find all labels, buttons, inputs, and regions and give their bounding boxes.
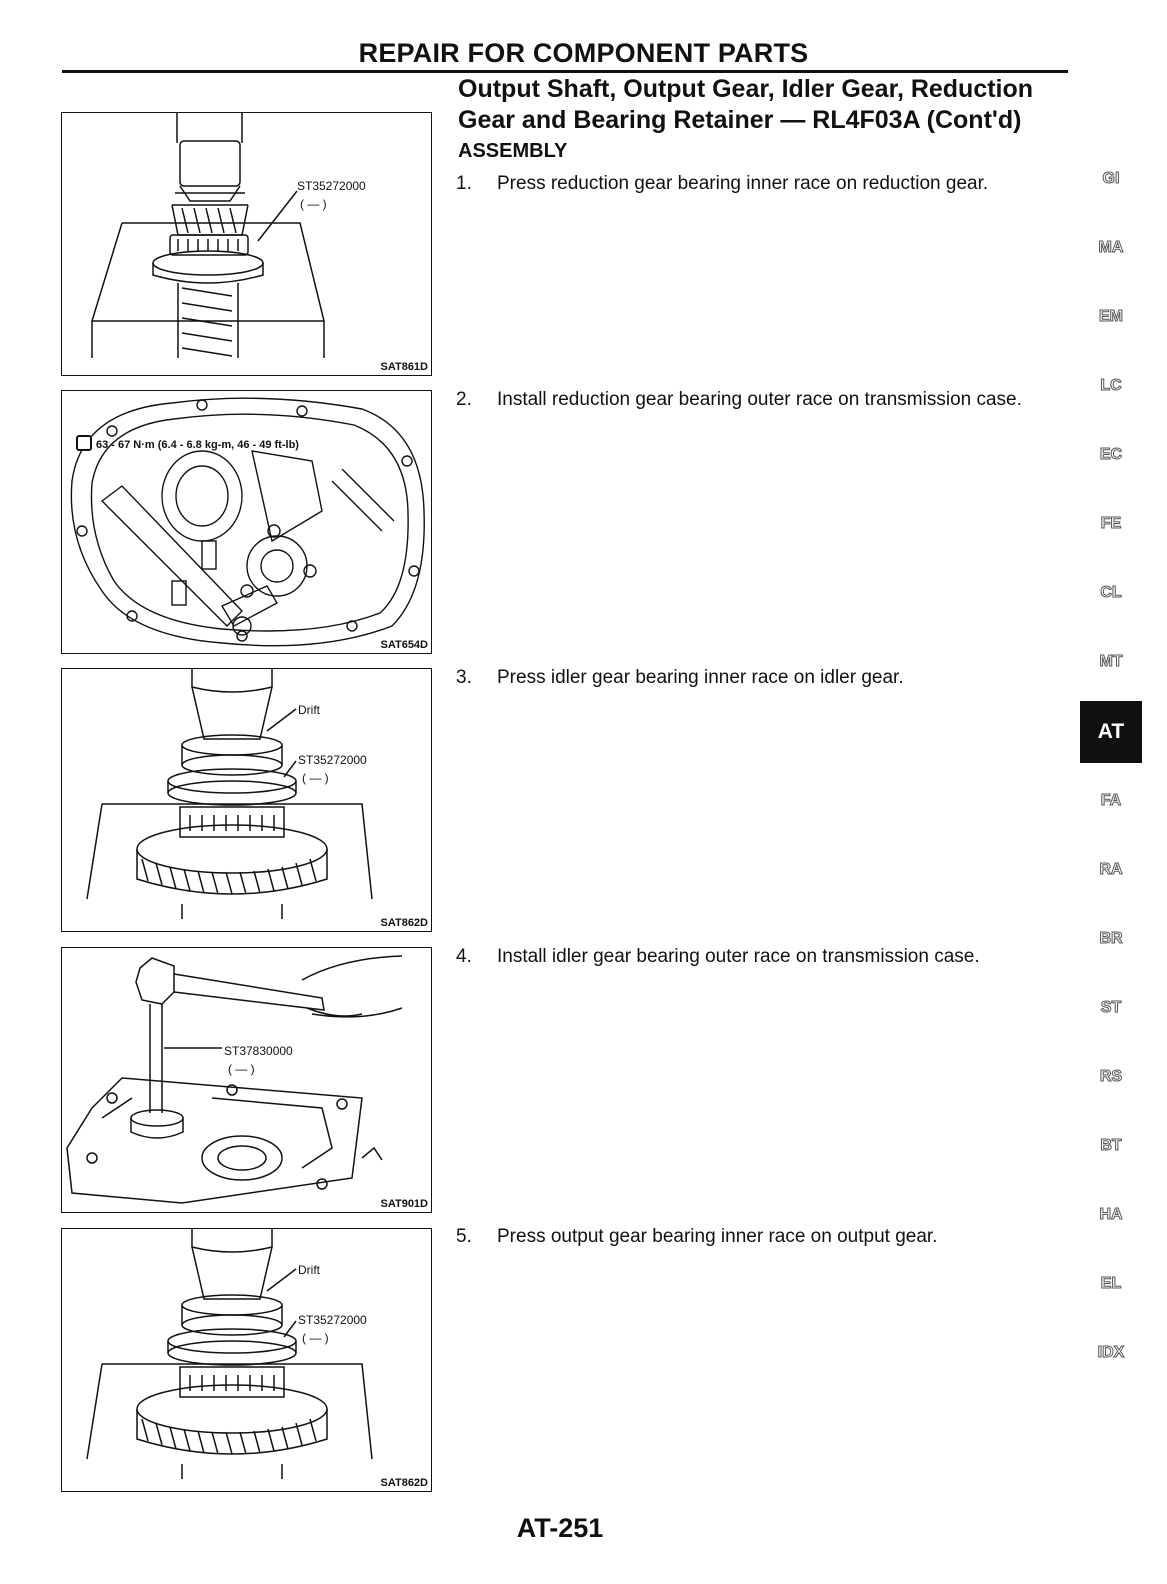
tab-el[interactable]: EL bbox=[1100, 1275, 1122, 1292]
tab-fe[interactable]: FE bbox=[1100, 515, 1122, 532]
tab-ra[interactable]: RA bbox=[1099, 861, 1123, 878]
tab-ha[interactable]: HA bbox=[1099, 1206, 1123, 1223]
step-text: Press idler gear bearing inner race on idler gear. bbox=[497, 667, 904, 688]
step-number: 5. bbox=[456, 1226, 472, 1247]
tab-br[interactable]: BR bbox=[1099, 930, 1123, 947]
step-text: Install reduction gear bearing outer race on transmission case. bbox=[497, 389, 1022, 410]
callout-tool-number: ST37830000 bbox=[224, 1044, 293, 1058]
install-outer-race-hammer-illustration bbox=[62, 948, 431, 1212]
tab-em[interactable]: EM bbox=[1099, 308, 1123, 325]
step-number: 2. bbox=[456, 389, 472, 410]
figure-code: SAT901D bbox=[380, 1198, 428, 1210]
figure-code: SAT861D bbox=[380, 361, 428, 373]
figure-sat654d bbox=[61, 390, 432, 654]
torque-value: 63 - 67 N·m (6.4 - 6.8 kg-m, 46 - 49 ft-lb) bbox=[96, 439, 299, 451]
callout-tool-number: ST35272000 bbox=[298, 753, 367, 767]
figure-sat862d-a bbox=[61, 668, 432, 932]
tab-rs[interactable]: RS bbox=[1099, 1068, 1123, 1085]
callout-tool-number: ST35272000 bbox=[297, 179, 366, 193]
figure-sat862d-b bbox=[61, 1228, 432, 1492]
tab-cl[interactable]: CL bbox=[1100, 584, 1122, 601]
step-number: 1. bbox=[456, 173, 472, 194]
section-title bbox=[458, 74, 1078, 136]
step-number: 4. bbox=[456, 946, 472, 967]
section-title-line-2: Gear and Bearing Retainer — RL4F03A (Cont'd) bbox=[458, 106, 1022, 134]
tab-gi[interactable]: GI bbox=[1102, 170, 1120, 187]
callout-drift: Drift bbox=[298, 1263, 320, 1277]
callout-tool-number: ST35272000 bbox=[298, 1313, 367, 1327]
figure-code: SAT862D bbox=[380, 917, 428, 929]
header-rule bbox=[62, 70, 1068, 73]
tab-fa[interactable]: FA bbox=[1100, 792, 1122, 809]
torque-wrench-icon bbox=[76, 435, 92, 451]
callout-drift: Drift bbox=[298, 703, 320, 717]
figure-sat901d bbox=[61, 947, 432, 1213]
tab-ma[interactable]: MA bbox=[1098, 239, 1124, 256]
tab-lc[interactable]: LC bbox=[1100, 377, 1122, 394]
callout-tool-alias: ( — ) bbox=[302, 771, 329, 785]
step-text: Press output gear bearing inner race on output gear. bbox=[497, 1226, 938, 1247]
tab-at[interactable]: AT bbox=[1080, 701, 1142, 763]
torque-specification bbox=[76, 435, 299, 451]
callout-tool-alias: ( — ) bbox=[228, 1062, 255, 1076]
callout-tool-alias: ( — ) bbox=[302, 1331, 329, 1345]
press-idler-gear-illustration bbox=[62, 669, 431, 931]
tab-mt[interactable]: MT bbox=[1099, 653, 1123, 670]
figure-code: SAT654D bbox=[380, 639, 428, 651]
page-number: AT-251 bbox=[516, 1513, 604, 1543]
transmission-case-torque-illustration bbox=[62, 391, 431, 653]
tab-bt[interactable]: BT bbox=[1100, 1137, 1122, 1154]
figure-code: SAT862D bbox=[380, 1477, 428, 1489]
tab-st[interactable]: ST bbox=[1100, 999, 1122, 1016]
tab-idx[interactable]: IDX bbox=[1097, 1344, 1125, 1361]
step-text: Install idler gear bearing outer race on transmission case. bbox=[497, 946, 980, 967]
step-text: Press reduction gear bearing inner race on reduction gear. bbox=[497, 173, 989, 194]
callout-tool-alias: ( — ) bbox=[300, 197, 327, 211]
page-header-title: REPAIR FOR COMPONENT PARTS bbox=[358, 38, 809, 68]
press-output-gear-illustration bbox=[62, 1229, 431, 1491]
subsection-title: ASSEMBLY bbox=[458, 140, 568, 162]
figure-sat861d bbox=[61, 112, 432, 376]
press-reduction-gear-illustration bbox=[62, 113, 431, 375]
step-number: 3. bbox=[456, 667, 472, 688]
tab-ec[interactable]: EC bbox=[1099, 446, 1123, 463]
section-title-line-1: Output Shaft, Output Gear, Idler Gear, Reduction bbox=[458, 75, 1034, 103]
